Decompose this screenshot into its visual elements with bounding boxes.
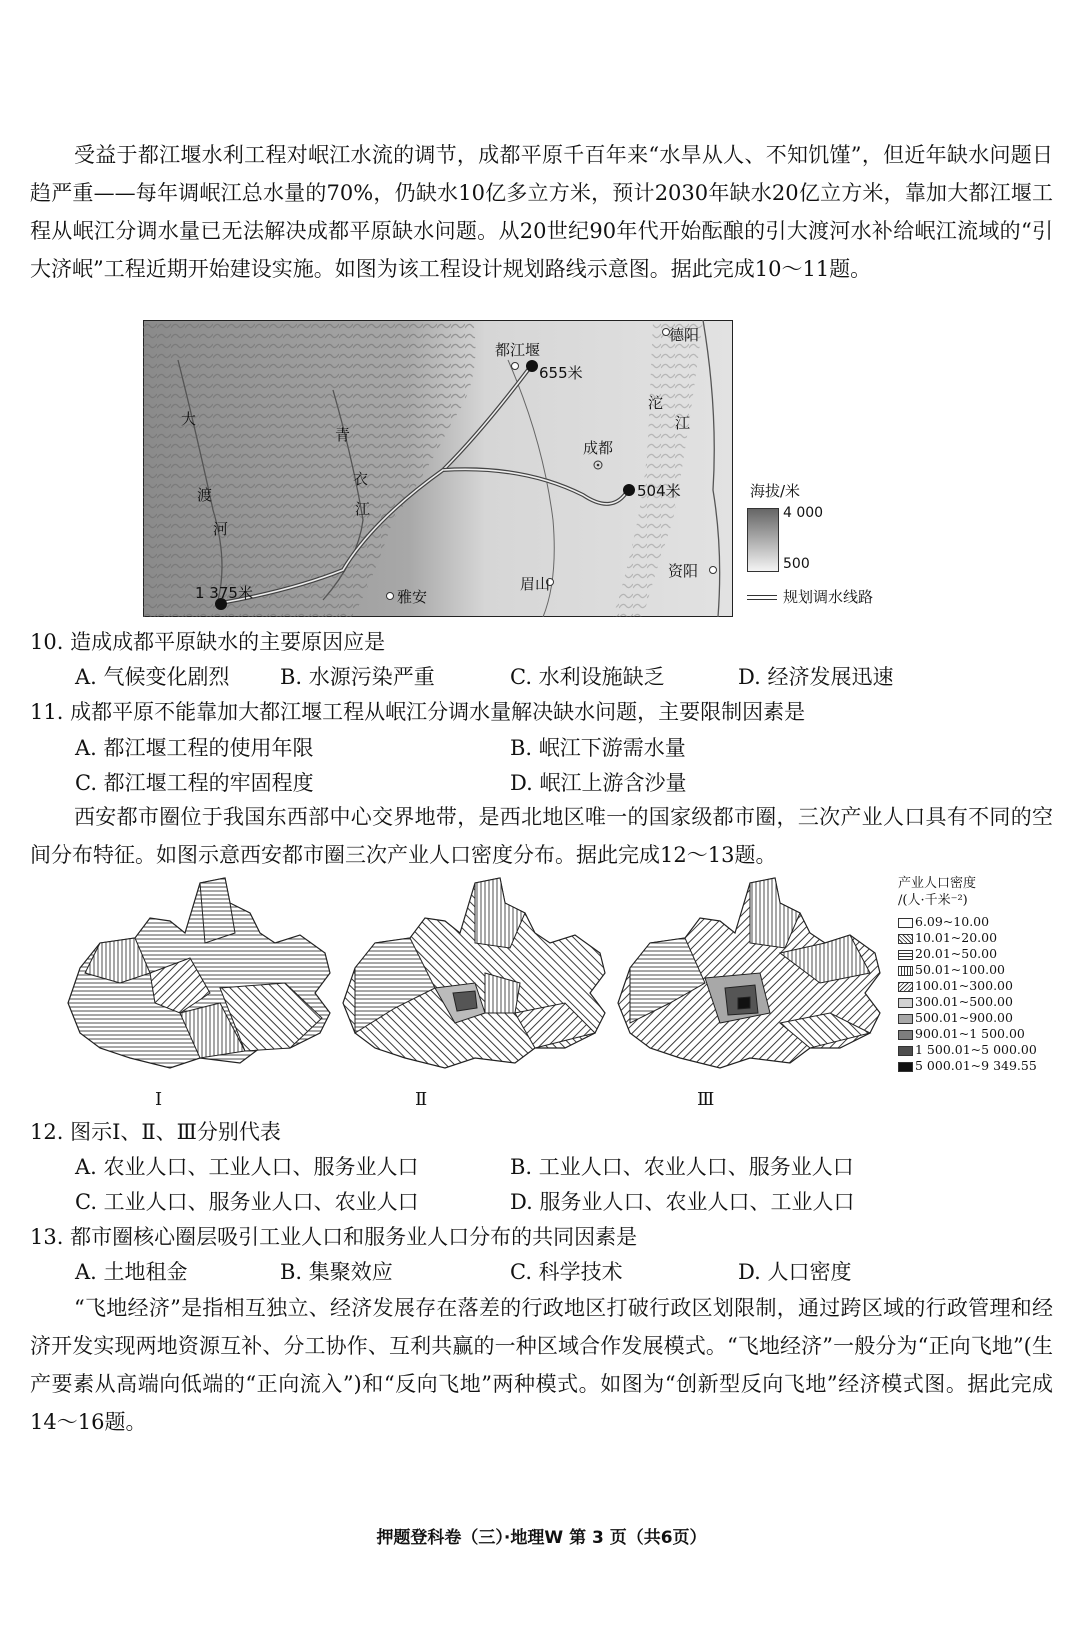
river-dadu-1: 大 (181, 410, 197, 428)
river-qingyi-2: 衣 (353, 470, 369, 488)
route-legend-symbol (747, 595, 777, 600)
river-dadu-3: 河 (213, 520, 229, 538)
q10-option-b: B. 水源污染严重 (280, 665, 435, 689)
label-dujiangyan: 都江堰 (495, 341, 541, 359)
q11-option-a: A. 都江堰工程的使用年限 (75, 736, 314, 760)
density-legend-item-10: 5 000.01~9 349.55 (898, 1058, 1037, 1074)
label-chengdu: 成都 (583, 439, 614, 457)
density-legend-item-8: 900.01~1 500.00 (898, 1026, 1025, 1042)
question-11-stem: 11. 成都平原不能靠加大都江堰工程从岷江分调水量解决缺水问题，主要限制因素是 (30, 700, 806, 724)
river-tuo-1: 沱 (648, 394, 664, 412)
q13-option-d: D. 人口密度 (738, 1260, 852, 1284)
river-qingyi-3: 江 (355, 500, 371, 518)
q10-option-d: D. 经济发展迅速 (738, 665, 894, 689)
elevation-legend-title: 海拔/米 (750, 482, 801, 500)
q12-option-b: B. 工业人口、农业人口、服务业人口 (510, 1155, 854, 1179)
q10-option-c: C. 水利设施缺乏 (510, 665, 665, 689)
point-504 (623, 484, 635, 496)
density-legend-item-2: 10.01~20.00 (898, 930, 997, 946)
question-12-stem: 12. 图示Ⅰ、Ⅱ、Ⅲ分别代表 (30, 1120, 281, 1144)
density-legend-item-9: 1 500.01~5 000.00 (898, 1042, 1037, 1058)
river-tuo-2: 江 (675, 414, 691, 432)
q12-option-d: D. 服务业人口、农业人口、工业人口 (510, 1190, 855, 1214)
density-legend-item-3: 20.01~50.00 (898, 946, 997, 962)
density-legend-title: 产业人口密度 (898, 876, 977, 891)
label-meishan: 眉山 (520, 575, 551, 593)
q13-option-b: B. 集聚效应 (280, 1260, 393, 1284)
river-qingyi-1: 青 (335, 426, 351, 444)
density-legend-item-5: 100.01~300.00 (898, 978, 1013, 994)
q11-option-d: D. 岷江上游含沙量 (510, 771, 687, 795)
density-legend-item-7: 500.01~900.00 (898, 1010, 1013, 1026)
q11-option-b: B. 岷江下游需水量 (510, 736, 686, 760)
q10-option-a: A. 气候变化剧烈 (75, 665, 230, 689)
route-map (143, 320, 733, 617)
density-legend-item-1: 6.09~10.00 (898, 914, 989, 930)
route-legend-label: 规划调水线路 (783, 588, 874, 606)
label-504: 504米 (637, 482, 681, 500)
label-655: 655米 (539, 364, 583, 382)
question-10-stem: 10. 造成成都平原缺水的主要原因应是 (30, 630, 386, 654)
q13-option-c: C. 科学技术 (510, 1260, 623, 1284)
density-legend-item-6: 300.01~500.00 (898, 994, 1013, 1010)
elevation-legend-min: 500 (783, 556, 810, 572)
q13-option-a: A. 土地租金 (75, 1260, 188, 1284)
q12-option-c: C. 工业人口、服务业人口、农业人口 (75, 1190, 419, 1214)
q12-option-a: A. 农业人口、工业人口、服务业人口 (75, 1155, 419, 1179)
label-yaan: 雅安 (397, 588, 428, 606)
q11-option-c: C. 都江堰工程的牢固程度 (75, 771, 314, 795)
intro-paragraph-1: 受益于都江堰水利工程对岷江水流的调节，成都平原千百年来“水旱从人、不知饥馑”，但近年缺水问题日趋严重——每年调岷江总水量的70%，仍缺水10亿多立方米，预计2030年缺水20亿立方米，靠加大都江堰工程从岷江分调水量已无法解决成都平原缺水问题。从20世纪90年代开始酝酿的引大渡河水补给岷江流域的“引大济岷”工程近期开始建设实施。如图为该工程设计规划路线示意图。据此完成10～11题。 (30, 143, 1053, 281)
point-655 (526, 360, 538, 372)
elevation-legend-max: 4 000 (783, 505, 824, 521)
label-deyang: 德阳 (669, 326, 700, 344)
label-ziyang: 资阳 (668, 562, 699, 580)
map-label-3: Ⅲ (697, 1089, 715, 1110)
intro-paragraph-2: 西安都市圈位于我国东西部中心交界地带，是西北地区唯一的国家级都市圈，三次产业人口具有不同的空间分布特征。如图示意西安都市圈三次产业人口密度分布。据此完成12～13题。 (30, 805, 1053, 867)
question-13-stem: 13. 都市圈核心圈层吸引工业人口和服务业人口分布的共同因素是 (30, 1225, 638, 1249)
density-legend-unit: /(人·千米⁻²) (898, 893, 968, 908)
page-footer: 押题登科卷（三）·地理W 第 3 页（共6页） (376, 1528, 707, 1548)
density-legend-item-4: 50.01~100.00 (898, 962, 1005, 978)
river-dadu-2: 渡 (197, 486, 213, 504)
xian-density-maps (60, 873, 890, 1113)
map-label-1: Ⅰ (155, 1089, 163, 1110)
map-label-2: Ⅱ (415, 1089, 428, 1110)
elevation-legend-bar (747, 508, 779, 572)
intro-paragraph-3: “飞地经济”是指相互独立、经济发展存在落差的行政地区打破行政区划限制，通过跨区域的行政管理和经济开发实现两地资源互补、分工协作、互利共赢的一种区域合作发展模式。“飞地经济”一般分为“正向飞地”(生产要素从高端向低端的“正向流入”)和“反向飞地”两种模式。如图为“创新型反向飞地”经济模式图。据此完成14～16题。 (30, 1296, 1053, 1434)
label-1375: 1 375米 (195, 584, 253, 602)
